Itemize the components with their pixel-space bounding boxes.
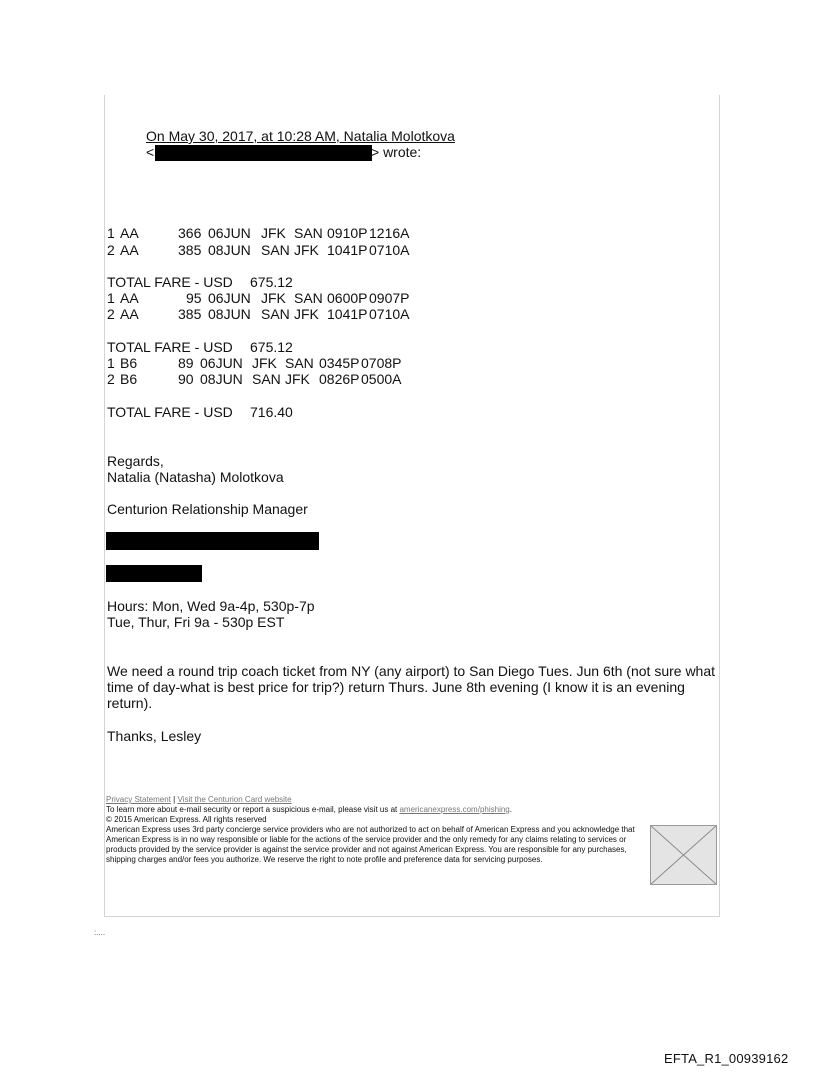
quote-wrote-label: > wrote: [371,144,422,160]
quote-header-line1: On May 30, 2017, at 10:28 AM, Natalia Molotkova [146,128,455,144]
flight-row: 1 AA 95 06JUN JFK SAN 0600P 0907P [107,290,410,306]
flight-row: 2 AA 385 08JUN SAN JFK 1041P 0710A [107,242,410,258]
footer-separator: | [173,795,176,804]
request-line-2: time of day-what is best price for trip?) return Thurs. June 8th evening (I know it is an evening [107,679,685,695]
total-fare-row: TOTAL FARE - USD 675.12 [107,274,293,290]
request-line-3: return). [107,695,153,711]
privacy-statement-link[interactable]: Privacy Statement [106,795,171,804]
amex-footer [106,795,651,865]
copyright-text: © 2015 American Express. All rights reserved [106,815,267,824]
broken-image-icon [650,825,717,885]
footer-links [106,795,651,805]
quote-header-line2: < [146,144,155,160]
flight-row: 2 AA 385 08JUN SAN JFK 1041P 0710A [107,306,410,322]
redaction-phone [106,532,319,550]
disclaimer-text: American Express uses 3rd party concierge service providers who are not authorized to act on behalf of American Express and you acknowledge that American Express is in no way responsible or liable for the actions of the service provider and the only remedy for any claims relating to services or products provided by the service provider is against the service provider and not against American Express. You are responsible for any purchases, shipping charges and/or fees you authorize. We reserve the right to note profile and preference data for servicing purposes. [106,825,635,864]
redaction-email [106,565,202,582]
flight-row: 1 B6 89 06JUN JFK SAN 0345P 0708P [107,355,402,371]
flight-row: 1 AA 366 06JUN JFK SAN 0910P 1216A [107,225,410,241]
hours-line-1: Hours: Mon, Wed 9a-4p, 530p-7p [107,598,315,614]
redaction-email-address [155,145,372,161]
regards-text: Regards, [107,453,164,469]
centurion-website-link[interactable]: Visit the Centurion Card website [177,795,292,804]
thanks-text: Thanks, Lesley [107,728,202,744]
phishing-link[interactable]: americanexpress.com/phishing [399,805,510,814]
total-fare-row: TOTAL FARE - USD 675.12 [107,339,293,355]
flight-row: 2 B6 90 08JUN SAN JFK 0826P 0500A [107,371,402,387]
security-notice: To learn more about e-mail security or report a suspicious e-mail, please visit us at americanexpress.com/phishing. [106,805,512,814]
total-fare-row: TOTAL FARE - USD 716.40 [107,404,293,420]
bates-number: EFTA_R1_00939162 [664,1051,789,1066]
sender-title: Centurion Relationship Manager [107,501,308,517]
request-line-1: We need a round trip coach ticket from NY (any airport) to San Diego Tues. Jun 6th (not sure what [107,663,716,679]
stray-mark: :.... [94,928,106,937]
hours-line-2: Tue, Thur, Fri 9a - 530p EST [107,614,285,630]
sender-name: Natalia (Natasha) Molotkova [107,469,284,485]
